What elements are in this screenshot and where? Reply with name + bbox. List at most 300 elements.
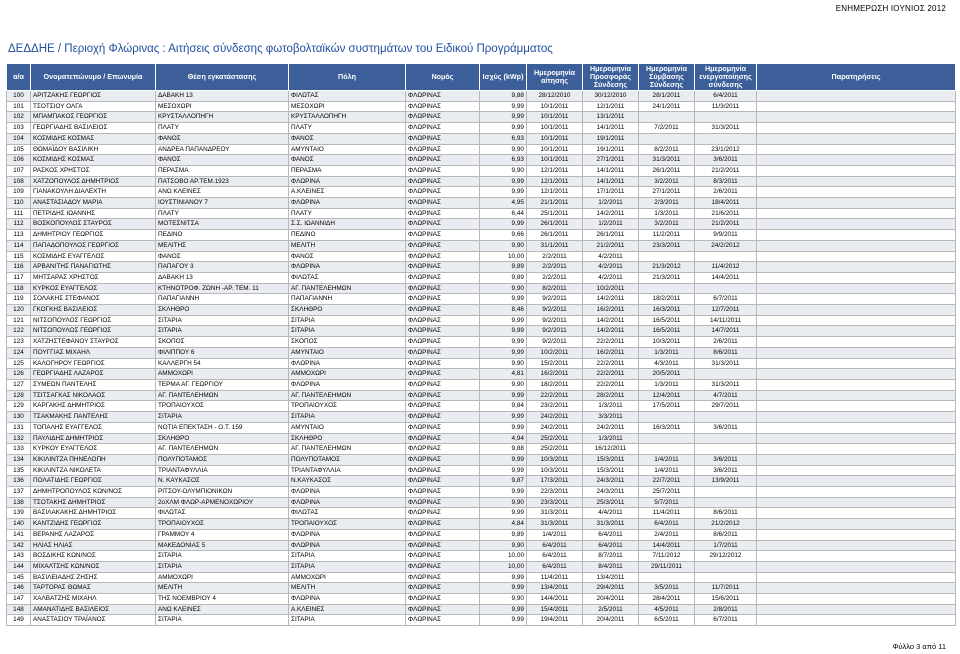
cell-application-date: 19/4/2011 <box>527 615 583 626</box>
cell-location: ΜΕΛΙΤΗ <box>156 583 289 594</box>
cell-aa: 144 <box>7 561 31 572</box>
cell-offer-date: 22/2/2011 <box>583 358 639 369</box>
cell-contract-date: 27/1/2011 <box>639 187 695 198</box>
cell-application-date: 12/1/2011 <box>527 176 583 187</box>
cell-power: 9,90 <box>480 540 527 551</box>
cell-activation-date: 4/7/2011 <box>695 390 757 401</box>
cell-application-date: 12/1/2011 <box>527 165 583 176</box>
cell-contract-date: 16/3/2011 <box>639 305 695 316</box>
cell-aa: 125 <box>7 358 31 369</box>
table-row <box>7 561 956 572</box>
cell-remarks <box>757 465 956 476</box>
cell-prefecture: ΦΛΩΡΙΝΑΣ <box>406 262 480 273</box>
cell-remarks <box>757 583 956 594</box>
cell-offer-date: 4/2/2011 <box>583 262 639 273</box>
cell-city: ΤΡΟΠΑΙΟΥΧΟΣ <box>289 519 406 530</box>
column-header-aa: α/α <box>7 64 31 91</box>
cell-activation-date: 21/2/2011 <box>695 219 757 230</box>
cell-application-date: 10/3/2011 <box>527 465 583 476</box>
cell-application-date: 26/1/2011 <box>527 219 583 230</box>
table-row <box>7 497 956 508</box>
cell-location: ΑΓ. ΠΑΝΤΕΛΕΗΜΩΝ <box>156 390 289 401</box>
cell-offer-date: 14/2/2011 <box>583 315 639 326</box>
table-row <box>7 508 956 519</box>
table-row <box>7 572 956 583</box>
cell-name: ΚΟΣΜΙΔΗΣ ΚΟΣΜΑΣ <box>31 133 156 144</box>
cell-location: ΠΛΑΤΥ <box>156 208 289 219</box>
cell-contract-date: 3/2/2011 <box>639 176 695 187</box>
cell-city: ΦΙΛΩΤΑΣ <box>289 508 406 519</box>
cell-remarks <box>757 604 956 615</box>
cell-aa: 104 <box>7 133 31 144</box>
cell-contract-date: 28/1/2011 <box>639 91 695 102</box>
cell-name: ΑΡΒΑΝΙΤΗΣ ΠΑΝΑΓΙΩΤΗΣ <box>31 262 156 273</box>
cell-offer-date: 15/3/2011 <box>583 454 639 465</box>
page-indicator: Φύλλο 3 από 11 <box>892 642 946 651</box>
cell-contract-date: 7/11/2012 <box>639 551 695 562</box>
cell-aa: 147 <box>7 594 31 605</box>
cell-name: ΤΣΟΤΑΚΗΣ ΔΗΜΗΤΡΙΟΣ <box>31 497 156 508</box>
table-row <box>7 529 956 540</box>
cell-offer-date: 14/2/2011 <box>583 294 639 305</box>
table-row <box>7 551 956 562</box>
cell-name: ΑΡΙΤΖΑΚΗΣ ΓΕΩΡΓΙΟΣ <box>31 91 156 102</box>
cell-aa: 122 <box>7 326 31 337</box>
cell-offer-date: 1/2/2011 <box>583 198 639 209</box>
cell-city: Α.ΚΛΕΙΝΕΣ <box>289 187 406 198</box>
cell-application-date: 9/2/2011 <box>527 294 583 305</box>
cell-prefecture: ΦΛΩΡΙΝΑΣ <box>406 369 480 380</box>
cell-prefecture: ΦΛΩΡΙΝΑΣ <box>406 540 480 551</box>
cell-application-date: 8/2/2011 <box>527 283 583 294</box>
cell-location: ΠΑΠΑΓΙΑΝΝΗ <box>156 294 289 305</box>
cell-city: ΦΙΛΩΤΑΣ <box>289 91 406 102</box>
cell-city: ΑΜΜΟΧΩΡΙ <box>289 572 406 583</box>
cell-city: ΠΑΠΑΓΙΑΝΝΗ <box>289 294 406 305</box>
cell-power: 9,99 <box>480 465 527 476</box>
cell-remarks <box>757 123 956 134</box>
applications-table <box>6 63 956 626</box>
cell-remarks <box>757 283 956 294</box>
cell-aa: 113 <box>7 230 31 241</box>
cell-remarks <box>757 133 956 144</box>
cell-remarks <box>757 358 956 369</box>
cell-activation-date: 23/1/2012 <box>695 144 757 155</box>
cell-city: ΦΙΛΩΤΑΣ <box>289 272 406 283</box>
cell-name: ΤΑΡΤΟΡΑΣ ΘΩΜΑΣ <box>31 583 156 594</box>
cell-prefecture: ΦΛΩΡΙΝΑΣ <box>406 615 480 626</box>
cell-activation-date: 13/9/2011 <box>695 476 757 487</box>
cell-activation-date <box>695 487 757 498</box>
cell-name: ΑΜΑΝΑΤΙΔΗΣ ΒΑΣΙΛΕΙΟΣ <box>31 604 156 615</box>
cell-contract-date: 18/2/2011 <box>639 294 695 305</box>
cell-offer-date: 4/2/2011 <box>583 251 639 262</box>
cell-power: 9,99 <box>480 508 527 519</box>
cell-name: ΤΣΟΤΣΙΟΥ ΟΛΓΑ <box>31 101 156 112</box>
cell-contract-date <box>639 283 695 294</box>
table-row <box>7 487 956 498</box>
cell-offer-date: 15/3/2011 <box>583 465 639 476</box>
cell-remarks <box>757 240 956 251</box>
table-row <box>7 155 956 166</box>
cell-location: ΦΑΝΟΣ <box>156 133 289 144</box>
cell-contract-date <box>639 433 695 444</box>
cell-remarks <box>757 347 956 358</box>
cell-name: ΒΕΡΑΝΗΣ ΛΑΖΑΡΟΣ <box>31 529 156 540</box>
cell-application-date: 31/3/2011 <box>527 519 583 530</box>
cell-name: ΚΑΡΓΑΚΗΣ ΔΗΜΗΤΡΙΟΣ <box>31 401 156 412</box>
cell-activation-date <box>695 251 757 262</box>
cell-contract-date: 26/1/2011 <box>639 165 695 176</box>
cell-activation-date: 11/3/2011 <box>695 101 757 112</box>
table-row <box>7 476 956 487</box>
cell-location: ΑΝΔΡΕΑ ΠΑΠΑΝΔΡΕΟΥ <box>156 144 289 155</box>
cell-city: ΦΑΝΟΣ <box>289 251 406 262</box>
cell-contract-date: 2/4/2011 <box>639 529 695 540</box>
cell-location: ΤΡΙΑΝΤΑΦΥΛΛΙΑ <box>156 465 289 476</box>
cell-city: ΣΙΤΑΡΙΑ <box>289 412 406 423</box>
cell-activation-date: 8/3/2011 <box>695 176 757 187</box>
cell-offer-date: 4/2/2011 <box>583 272 639 283</box>
table-row <box>7 540 956 551</box>
cell-activation-date: 3/6/2011 <box>695 454 757 465</box>
table-row <box>7 112 956 123</box>
cell-remarks <box>757 187 956 198</box>
cell-name: ΠΟΛΑΤΙΔΗΣ ΓΕΩΡΓΙΟΣ <box>31 476 156 487</box>
cell-power: 6,93 <box>480 133 527 144</box>
cell-remarks <box>757 529 956 540</box>
cell-name: ΠΟΥΓΓΙΑΣ ΜΙΧΑΗΛ <box>31 347 156 358</box>
cell-aa: 107 <box>7 165 31 176</box>
cell-city: ΑΓ. ΠΑΝΤΕΛΕΗΜΩΝ <box>289 390 406 401</box>
cell-power: 9,99 <box>480 123 527 134</box>
cell-application-date: 10/1/2011 <box>527 144 583 155</box>
cell-city: ΤΡΟΠΑΙΟΥΧΟΣ <box>289 401 406 412</box>
cell-prefecture: ΦΛΩΡΙΝΑΣ <box>406 198 480 209</box>
cell-location: ΜΑΚΕΔΟΝΙΑΣ 5 <box>156 540 289 551</box>
cell-city: ΦΛΩΡΙΝΑ <box>289 497 406 508</box>
cell-contract-date: 25/7/2011 <box>639 487 695 498</box>
cell-aa: 149 <box>7 615 31 626</box>
cell-activation-date: 12/7/2011 <box>695 305 757 316</box>
cell-city: ΑΓ. ΠΑΝΤΕΛΕΗΜΩΝ <box>289 444 406 455</box>
cell-application-date: 23/3/2011 <box>527 497 583 508</box>
cell-city: ΠΛΑΤΥ <box>289 208 406 219</box>
column-header-name: Ονοματεπώνυμο / Επωνυμία <box>31 64 156 91</box>
cell-activation-date <box>695 112 757 123</box>
table-row <box>7 251 956 262</box>
cell-city: ΣΚΟΠΟΣ <box>289 337 406 348</box>
cell-contract-date: 14/4/2011 <box>639 540 695 551</box>
cell-activation-date: 6/7/2011 <box>695 615 757 626</box>
cell-location: ΓΡΑΜΜΟΥ 4 <box>156 529 289 540</box>
cell-name: ΜΙΧΑΛΤΣΗΣ ΚΩΝ/ΝΟΣ <box>31 561 156 572</box>
cell-application-date: 25/2/2011 <box>527 433 583 444</box>
cell-name: ΚΙΚΙΛΙΝΤΖΑ ΠΗΝΕΛΟΠΗ <box>31 454 156 465</box>
cell-remarks <box>757 230 956 241</box>
cell-power: 9,99 <box>480 412 527 423</box>
cell-contract-date: 6/5/2011 <box>639 615 695 626</box>
cell-city: ΦΛΩΡΙΝΑ <box>289 540 406 551</box>
table-row <box>7 369 956 380</box>
cell-power: 4,95 <box>480 198 527 209</box>
cell-city: ΠΛΑΤΥ <box>289 123 406 134</box>
cell-location: ΣΚΛΗΘΡΟ <box>156 305 289 316</box>
cell-offer-date: 20/4/2011 <box>583 594 639 605</box>
cell-contract-date: 16/5/2011 <box>639 326 695 337</box>
cell-offer-date: 24/3/2011 <box>583 476 639 487</box>
cell-application-date: 10/2/2011 <box>527 347 583 358</box>
cell-prefecture: ΦΛΩΡΙΝΑΣ <box>406 123 480 134</box>
cell-contract-date: 31/3/2011 <box>639 155 695 166</box>
column-header-city: Πόλη <box>289 64 406 91</box>
cell-city: ΑΜΥΝΤΑΙΟ <box>289 347 406 358</box>
cell-location: ΔΑΒΑΚΗ 13 <box>156 272 289 283</box>
table-row <box>7 294 956 305</box>
cell-power: 9,66 <box>480 230 527 241</box>
cell-offer-date: 16/2/2011 <box>583 347 639 358</box>
cell-prefecture: ΦΛΩΡΙΝΑΣ <box>406 187 480 198</box>
cell-city: ΠΕΡΑΣΜΑ <box>289 165 406 176</box>
table-row <box>7 165 956 176</box>
cell-city: ΣΙΤΑΡΙΑ <box>289 615 406 626</box>
column-header-power: Ισχύς (kWp) <box>480 64 527 91</box>
cell-prefecture: ΦΛΩΡΙΝΑΣ <box>406 230 480 241</box>
cell-contract-date <box>639 444 695 455</box>
cell-city: ΠΕΔΙΝΟ <box>289 230 406 241</box>
cell-offer-date: 10/2/2011 <box>583 283 639 294</box>
cell-power: 9,99 <box>480 572 527 583</box>
cell-location: ΣΚΛΗΘΡΟ <box>156 433 289 444</box>
cell-aa: 127 <box>7 379 31 390</box>
cell-prefecture: ΦΛΩΡΙΝΑΣ <box>406 422 480 433</box>
table-row <box>7 454 956 465</box>
cell-remarks <box>757 326 956 337</box>
cell-prefecture: ΦΛΩΡΙΝΑΣ <box>406 326 480 337</box>
cell-power: 9,90 <box>480 497 527 508</box>
cell-city: ΦΑΝΟΣ <box>289 155 406 166</box>
cell-prefecture: ΦΛΩΡΙΝΑΣ <box>406 208 480 219</box>
cell-aa: 103 <box>7 123 31 134</box>
cell-name: ΑΝΑΣΤΑΣΙΑΔΟΥ ΜΑΡΙΑ <box>31 198 156 209</box>
cell-city: ΑΜΥΝΤΑΙΟ <box>289 422 406 433</box>
cell-activation-date <box>695 283 757 294</box>
cell-contract-date <box>639 112 695 123</box>
cell-offer-date: 25/3/2011 <box>583 497 639 508</box>
cell-power: 4,94 <box>480 433 527 444</box>
cell-location: ΤΡΟΠΑΙΟΥΧΟΣ <box>156 401 289 412</box>
cell-aa: 124 <box>7 347 31 358</box>
cell-location: ΜΕΣΟΧΩΡΙ <box>156 101 289 112</box>
cell-name: ΚΑΝΤΖΙΔΗΣ ΓΕΩΡΓΙΟΣ <box>31 519 156 530</box>
cell-name: ΠΑΥΛΙΔΗΣ ΔΗΜΗΤΡΙΟΣ <box>31 433 156 444</box>
cell-application-date: 22/3/2011 <box>527 487 583 498</box>
cell-activation-date <box>695 369 757 380</box>
cell-application-date: 2/2/2011 <box>527 272 583 283</box>
cell-activation-date <box>695 572 757 583</box>
cell-prefecture: ΦΛΩΡΙΝΑΣ <box>406 583 480 594</box>
cell-aa: 134 <box>7 454 31 465</box>
table-row <box>7 272 956 283</box>
cell-activation-date: 11/4/2012 <box>695 262 757 273</box>
table-row <box>7 198 956 209</box>
cell-application-date: 6/4/2011 <box>527 561 583 572</box>
cell-aa: 141 <box>7 529 31 540</box>
cell-name: ΓΙΑΝΑΚΟΥΛΗ ΔΙΑΛΕΧΤΗ <box>31 187 156 198</box>
cell-power: 9,90 <box>480 240 527 251</box>
cell-aa: 118 <box>7 283 31 294</box>
table-row <box>7 133 956 144</box>
cell-name: ΚΙΚΙΛΙΝΤΖΑ ΝΙΚΟΛΕΤΑ <box>31 465 156 476</box>
cell-location: ΤΕΡΜΑ ΑΓ. ΓΕΩΡΓΙΟΥ <box>156 379 289 390</box>
cell-application-date: 13/4/2011 <box>527 583 583 594</box>
cell-contract-date: 16/3/2011 <box>639 422 695 433</box>
cell-offer-date: 1/2/2011 <box>583 219 639 230</box>
cell-power: 9,99 <box>480 219 527 230</box>
cell-power: 9,99 <box>480 422 527 433</box>
cell-name: ΤΣΑΚΜΑΚΗΣ ΠΑΝΤΕΛΗΣ <box>31 412 156 423</box>
cell-name: ΓΕΩΡΓΙΑΔΗΣ ΒΑΣΙΛΕΙΟΣ <box>31 123 156 134</box>
cell-aa: 129 <box>7 401 31 412</box>
cell-application-date: 23/2/2011 <box>527 401 583 412</box>
cell-power: 9,90 <box>480 594 527 605</box>
cell-remarks <box>757 561 956 572</box>
cell-aa: 111 <box>7 208 31 219</box>
table-row <box>7 123 956 134</box>
cell-prefecture: ΦΛΩΡΙΝΑΣ <box>406 465 480 476</box>
cell-contract-date <box>639 572 695 583</box>
column-header-offer-date: Ημερομηνία Προσφοράς Σύνδεσης <box>583 64 639 91</box>
cell-contract-date: 29/11/2011 <box>639 561 695 572</box>
cell-prefecture: ΦΛΩΡΙΝΑΣ <box>406 240 480 251</box>
cell-offer-date: 2/5/2011 <box>583 604 639 615</box>
cell-application-date: 24/2/2011 <box>527 422 583 433</box>
cell-name: ΓΕΩΡΓΙΑΔΗΣ ΛΑΖΑΡΟΣ <box>31 369 156 380</box>
cell-city: Σ.Σ. ΙΩΑΝΝΙΔΗ <box>289 219 406 230</box>
cell-offer-date: 22/2/2011 <box>583 379 639 390</box>
table-row <box>7 615 956 626</box>
cell-location: ΜΟΤΕΣΝΙΤΣΑ <box>156 219 289 230</box>
cell-prefecture: ΦΛΩΡΙΝΑΣ <box>406 347 480 358</box>
cell-activation-date: 18/4/2011 <box>695 198 757 209</box>
cell-power: 10,00 <box>480 251 527 262</box>
cell-remarks <box>757 422 956 433</box>
cell-application-date: 14/4/2011 <box>527 594 583 605</box>
cell-location: ΑΜΜΟΧΩΡΙ <box>156 369 289 380</box>
cell-prefecture: ΦΛΩΡΙΝΑΣ <box>406 561 480 572</box>
cell-power: 9,99 <box>480 615 527 626</box>
cell-contract-date: 21/3/2011 <box>639 272 695 283</box>
cell-name: ΗΛΙΑΣ ΗΛΙΑΣ <box>31 540 156 551</box>
table-row <box>7 347 956 358</box>
cell-contract-date: 12/4/2011 <box>639 390 695 401</box>
cell-location: ΔΑΒΑΚΗ 13 <box>156 91 289 102</box>
cell-prefecture: ΦΛΩΡΙΝΑΣ <box>406 433 480 444</box>
cell-remarks <box>757 540 956 551</box>
table-row <box>7 583 956 594</box>
cell-contract-date: 23/3/2011 <box>639 240 695 251</box>
cell-offer-date: 30/12/2010 <box>583 91 639 102</box>
cell-aa: 116 <box>7 262 31 273</box>
cell-remarks <box>757 412 956 423</box>
cell-offer-date: 1/3/2011 <box>583 433 639 444</box>
cell-power: 9,90 <box>480 358 527 369</box>
cell-aa: 115 <box>7 251 31 262</box>
cell-city: ΣΙΤΑΡΙΑ <box>289 315 406 326</box>
cell-location: 2οΧΛΜ ΦΛΩΡ-ΑΡΜΕΝΟΧΩΡΙΟΥ <box>156 497 289 508</box>
cell-activation-date: 1/7/2011 <box>695 540 757 551</box>
table-body <box>7 91 956 626</box>
cell-prefecture: ΦΛΩΡΙΝΑΣ <box>406 454 480 465</box>
cell-name: ΝΙΤΣΟΠΟΥΛΟΣ ΓΕΩΡΓΙΟΣ <box>31 326 156 337</box>
cell-offer-date: 3/3/2011 <box>583 412 639 423</box>
cell-aa: 146 <box>7 583 31 594</box>
cell-offer-date: 14/1/2011 <box>583 176 639 187</box>
cell-prefecture: ΦΛΩΡΙΝΑΣ <box>406 508 480 519</box>
cell-power: 9,90 <box>480 165 527 176</box>
cell-aa: 128 <box>7 390 31 401</box>
cell-name: ΚΥΡΚΟΥ ΕΥΑΓΓΕΛΟΣ <box>31 444 156 455</box>
cell-prefecture: ΦΛΩΡΙΝΑΣ <box>406 219 480 230</box>
table-row <box>7 519 956 530</box>
cell-city: ΣΙΤΑΡΙΑ <box>289 551 406 562</box>
cell-power: 9,99 <box>480 315 527 326</box>
cell-activation-date <box>695 497 757 508</box>
cell-application-date: 11/4/2011 <box>527 572 583 583</box>
cell-power: 9,99 <box>480 294 527 305</box>
cell-contract-date: 24/1/2011 <box>639 101 695 112</box>
cell-prefecture: ΦΛΩΡΙΝΑΣ <box>406 337 480 348</box>
cell-offer-date: 24/3/2011 <box>583 487 639 498</box>
cell-power: 9,84 <box>480 401 527 412</box>
cell-offer-date: 16/12/2011 <box>583 444 639 455</box>
cell-activation-date: 8/6/2011 <box>695 508 757 519</box>
cell-prefecture: ΦΛΩΡΙΝΑΣ <box>406 112 480 123</box>
cell-prefecture: ΦΛΩΡΙΝΑΣ <box>406 272 480 283</box>
cell-offer-date: 16/2/2011 <box>583 305 639 316</box>
cell-city: ΑΜΥΝΤΑΙΟ <box>289 144 406 155</box>
column-header-remarks: Παρατηρήσεις <box>757 64 956 91</box>
cell-aa: 137 <box>7 487 31 498</box>
table-row <box>7 390 956 401</box>
cell-power: 4,81 <box>480 369 527 380</box>
cell-location: ΦΙΛΩΤΑΣ <box>156 508 289 519</box>
cell-city: ΣΙΤΑΡΙΑ <box>289 561 406 572</box>
cell-prefecture: ΦΛΩΡΙΝΑΣ <box>406 572 480 583</box>
cell-offer-date: 13/1/2011 <box>583 112 639 123</box>
cell-location: ΚΤΗΝΟΤΡΟΦ. ΖΩΝΗ -ΑΡ. ΤΕΜ. 11 <box>156 283 289 294</box>
cell-name: ΧΑΛΒΑΤΖΗΣ ΜΙΧΑΗΛ <box>31 594 156 605</box>
table-row <box>7 412 956 423</box>
cell-location: ΙΟΥΣΤΙΝΙΑΝΟΥ 7 <box>156 198 289 209</box>
cell-remarks <box>757 433 956 444</box>
cell-activation-date: 3/6/2011 <box>695 465 757 476</box>
cell-activation-date: 31/3/2011 <box>695 123 757 134</box>
cell-activation-date: 21/6/2011 <box>695 208 757 219</box>
cell-aa: 106 <box>7 155 31 166</box>
cell-remarks <box>757 198 956 209</box>
cell-prefecture: ΦΛΩΡΙΝΑΣ <box>406 497 480 508</box>
table-row <box>7 240 956 251</box>
cell-application-date: 31/3/2011 <box>527 508 583 519</box>
cell-remarks <box>757 315 956 326</box>
cell-name: ΓΚΟΓΚΗΣ ΒΑΣΙΛΕΙΟΣ <box>31 305 156 316</box>
cell-application-date: 2/2/2011 <box>527 262 583 273</box>
cell-activation-date: 21/2/2012 <box>695 519 757 530</box>
cell-city: ΣΙΤΑΡΙΑ <box>289 326 406 337</box>
cell-power: 9,90 <box>480 283 527 294</box>
cell-aa: 143 <box>7 551 31 562</box>
